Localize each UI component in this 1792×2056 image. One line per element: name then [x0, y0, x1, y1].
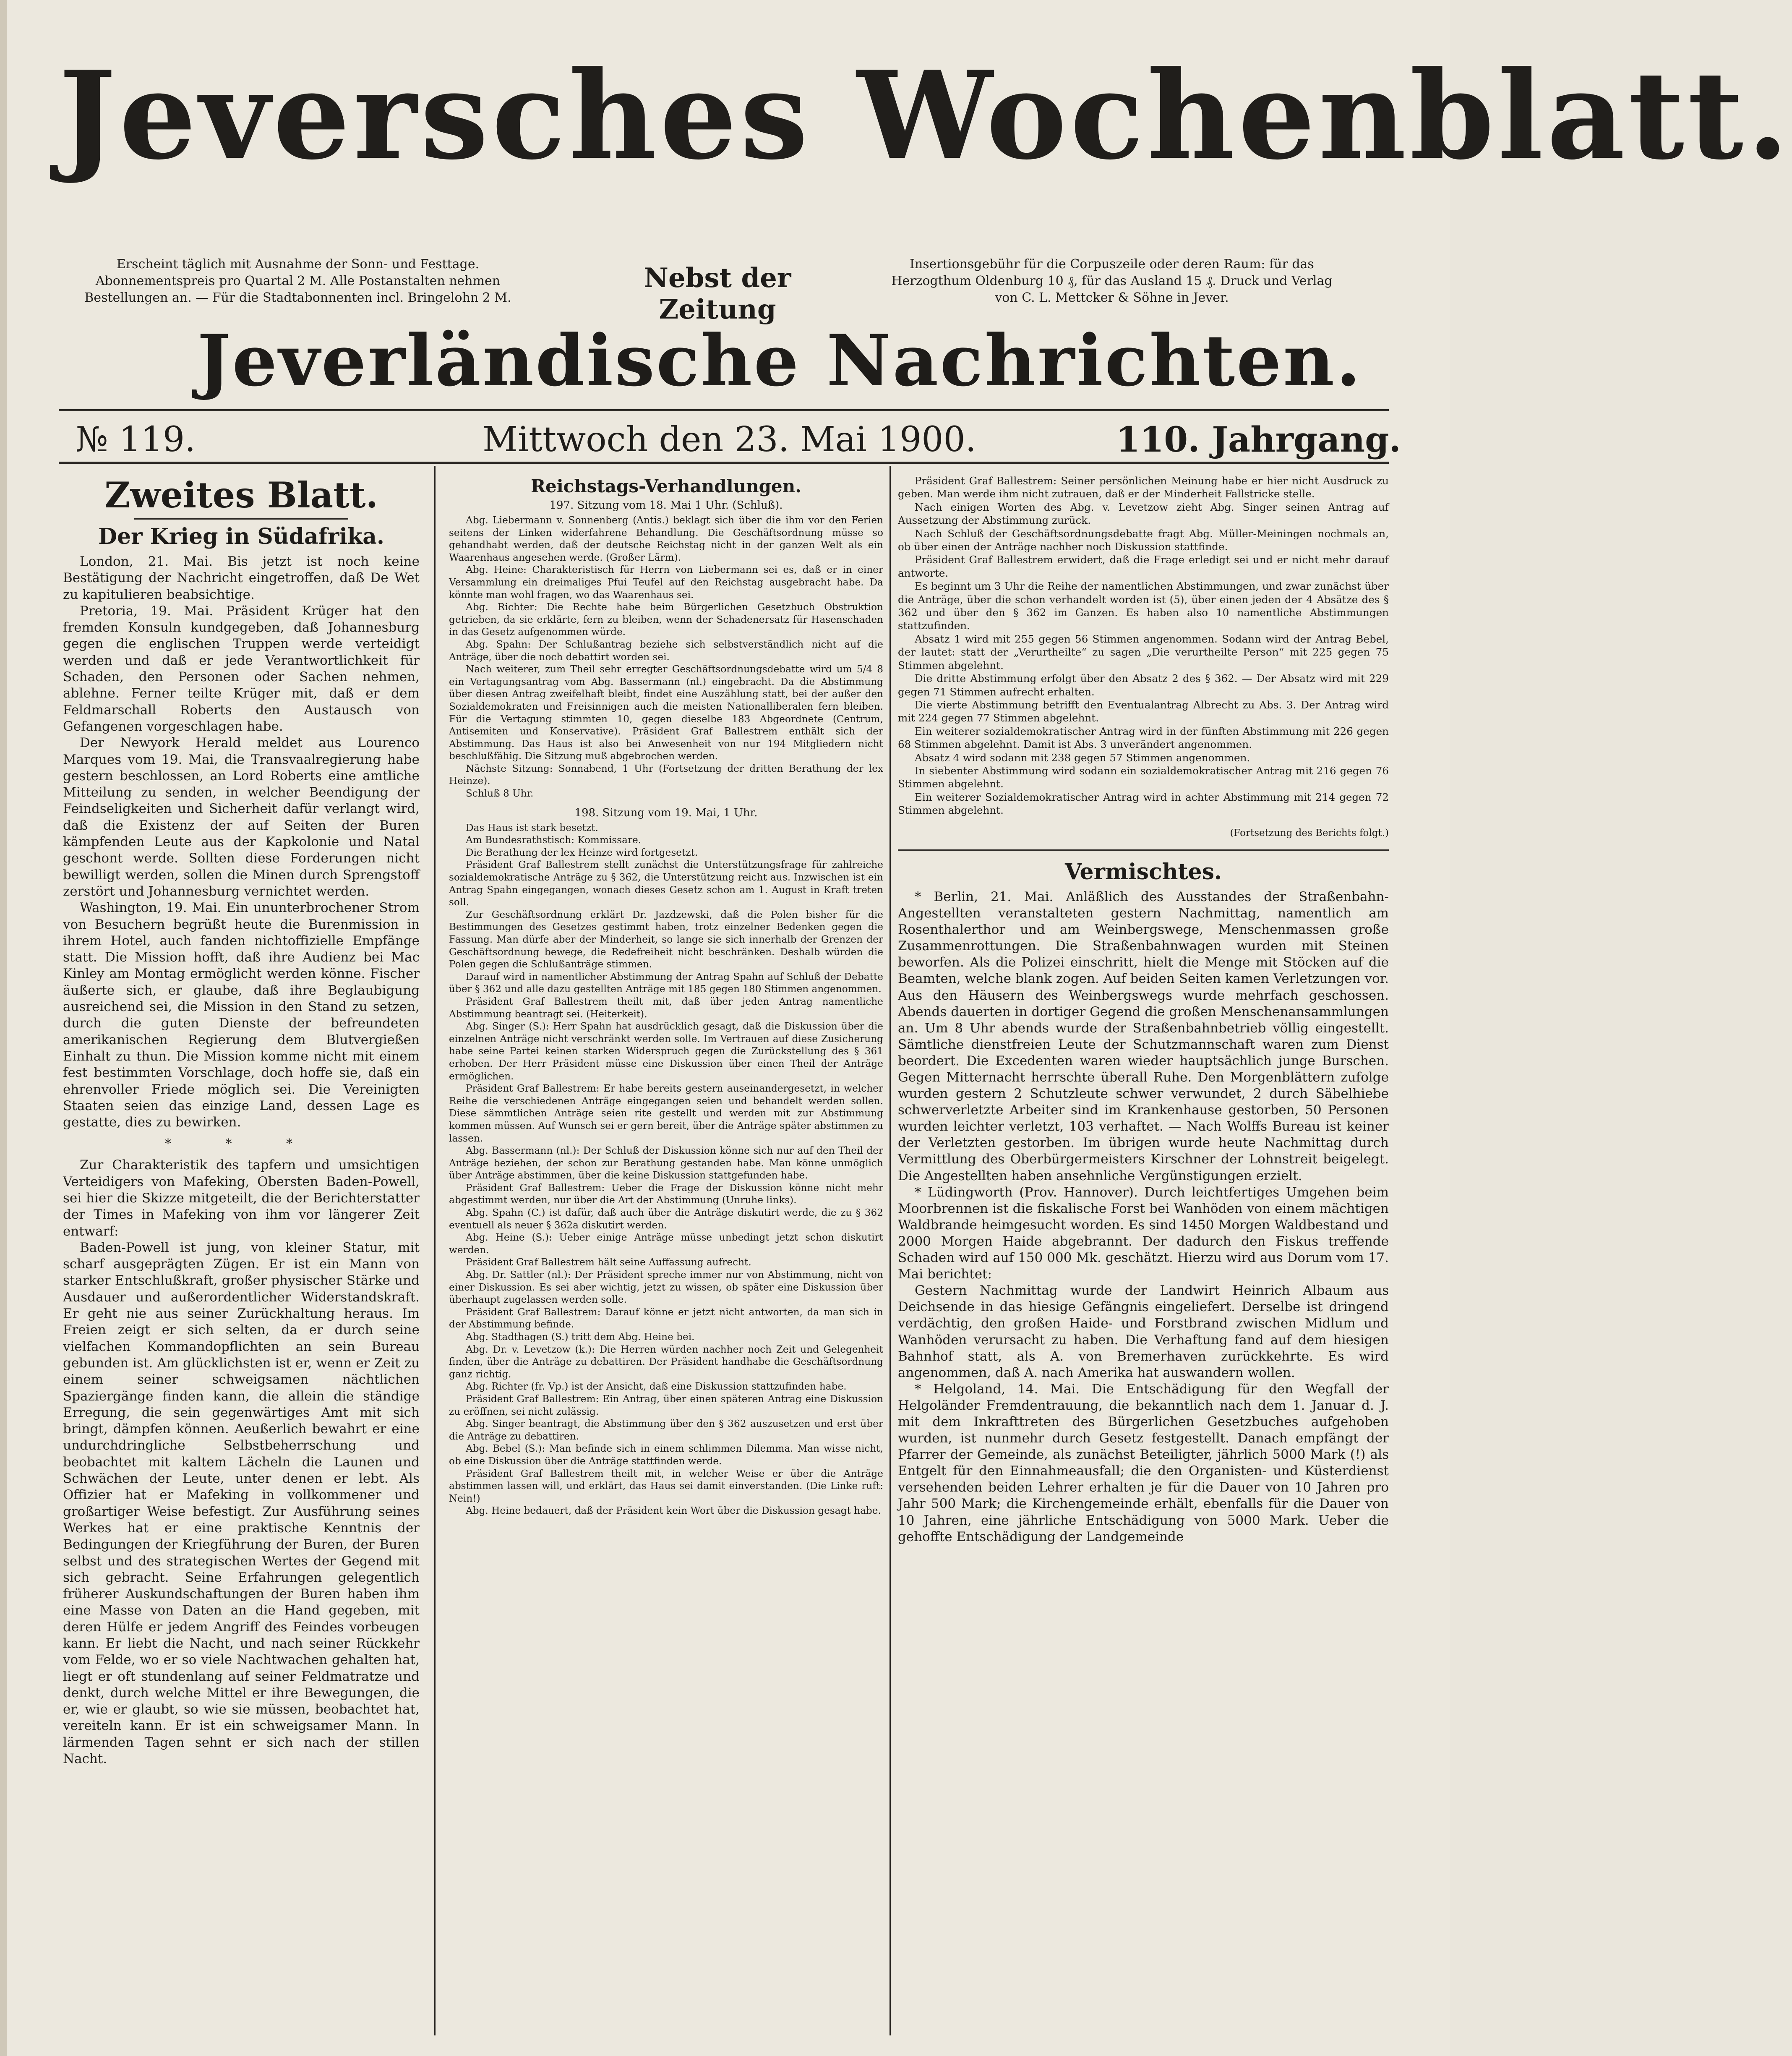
- sitting-197-heading: 197. Sitzung vom 18. Mai 1 Uhr. (Schluß).: [549, 499, 783, 512]
- report-paragraph: Die vierte Abstimmung betrifft den Eventualantrag Albrecht zu Abs. 3. Der Antrag wird mit 224 gegen 77 Stimmen abgelehnt.: [898, 698, 1389, 724]
- report-paragraph: Präsident Graf Ballestrem erwidert, daß die Frage erledigt sei und er nicht mehr darauf antworte.: [898, 554, 1389, 579]
- miscellaneous-headline: Vermischtes.: [1064, 859, 1222, 885]
- report-paragraph: Präsident Graf Ballestrem theilt mit, in welcher Weise er über die Anträge abstimmen lassen will, und erklärt, das Haus sei damit einverstanden. (Die Linke ruft: Nein!): [449, 1468, 883, 1504]
- report-paragraph: Die Berathung der lex Heinze wird fortgesetzt.: [466, 846, 698, 858]
- subscription-info: Erscheint täglich mit Ausnahme der Sonn- und Festtage. Abonnementspreis pro Quartal 2 M. Alle Postanstalten nehmen Bestellungen an. — Für die Stadtabonnenten incl. Bringelohn 2 M.: [84, 257, 511, 305]
- report-paragraph: Die dritte Abstimmung erfolgt über den Absatz 2 des § 362. — Der Absatz wird mit 229 gegen 71 Stimmen aufrecht erhalten.: [898, 672, 1389, 698]
- masthead-title: Jeversches Wochenblatt.: [59, 44, 1792, 186]
- report-paragraph: Abg. Dr. Sattler (nl.): Der Präsident spreche immer nur von Abstimmung, nicht von einer Diskussion. Es sei aber wichtig, jetzt zu wissen, ob später eine Diskussion über überhaupt zugelassen werden solle.: [449, 1269, 883, 1306]
- report-paragraph: Absatz 4 wird sodann mit 238 gegen 57 Stimmen angenommen.: [915, 751, 1250, 764]
- reichstag-headline: Reichstags-Verhandlungen.: [531, 476, 801, 496]
- report-paragraph: Präsident Graf Ballestrem theilt mit, daß über jeden Antrag namentliche Abstimmung beantragt sei. (Heiterkeit).: [449, 995, 883, 1020]
- report-paragraph: Abg. Spahn: Der Schlußantrag beziehe sich selbstverständlich nicht auf die Anträge, über die noch debattirt worden sei.: [449, 638, 883, 663]
- report-paragraph: Präsident Graf Ballestrem: Ein Antrag, über einen späteren Antrag eine Diskussion zu eröffnen, sei nicht zulässig.: [449, 1393, 883, 1417]
- column-2: [449, 474, 883, 1517]
- report-paragraph: Abg. Heine (S.): Ueber einige Anträge müsse unbedingt jetzt schon diskutirt werden.: [449, 1232, 883, 1256]
- section-rule: [134, 518, 348, 520]
- header-rule-bottom: [59, 462, 1389, 464]
- report-paragraph: Nach Schluß der Geschäftsordnungsdebatte fragt Abg. Müller-Meiningen nochmals an, ob über einen der Anträge nachher noch Diskussion stattfinde.: [898, 527, 1389, 553]
- report-paragraph: Abg. Singer (S.): Herr Spahn hat ausdrücklich gesagt, daß die Diskussion über die einzelnen Anträge nicht verschränkt werden solle. Im Vertrauen auf diese Zusicherung habe seine Partei keinen starken Widerspruch gegen die Zurückstellung des § 361 erhoben. Der Herr Präsident müsse eine Diskussion über einen Theil der Anträge ermöglichen.: [449, 1021, 883, 1082]
- report-paragraph: Das Haus ist stark besetzt.: [466, 822, 598, 833]
- report-paragraph: Präsident Graf Ballestrem stellt zunächst die Unterstützungsfrage für zahlreiche sozialdemokratische Anträge zu § 362, die Unterstützung reicht aus. Inzwischen ist ein Antrag Spahn eingegangen, wonach dieses Gesetz schon am 1. August in Kraft treten soll.: [449, 859, 883, 908]
- report-paragraph: Abg. Richter (fr. Vp.) ist der Ansicht, daß eine Diskussion stattzufinden habe.: [466, 1381, 847, 1392]
- report-paragraph: Nach weiterer, zum Theil sehr erregter Geschäftsordnungsdebatte wird um 5/4 8 ein Vertagungsantrag vom Abg. Bassermann (nl.) eingebracht. Da die Abstimmung über diesen Antrag zweifelhaft bleibt, findet eine Auszählung statt, bei der außer den Sozialdemokraten und Freisinnigen auch die meisten Nationalliberalen fern bleiben. Für die Vertagung stimmten 10, gegen dieselbe 183 Abgeordnete (Centrum, Antisemiten und Konservative). Präsident Graf Ballestrem enthält sich der Abstimmung. Das Haus ist also bei Anwesenheit von nur 194 Mitgliedern nicht beschlußfähig. Die Sitzung muß abgebrochen werden.: [449, 664, 883, 762]
- supplement-note: Nebst der Zeitung: [644, 262, 791, 325]
- news-item: Gestern Nachmittag wurde der Landwirt Heinrich Albaum aus Deichsende in das hiesige Gefängnis eingeliefert. Derselbe ist dringend verdächtig, den großen Haide- und Forstbrand zwischen Midlum und Wanhöden verursacht zu haben. Die Verhaftung fand auf dem hiesigen Bahnhof statt, als A. von Bremerhaven zurückkehrte. Es wird angenommen, daß A. nach Amerika hat auswandern wollen.: [898, 1283, 1389, 1380]
- report-paragraph: Präsident Graf Ballestrem: Seiner persönlichen Meinung habe er hier nicht Ausdruck zu geben. Man werde ihm nicht zutrauen, daß er der Minderheit Fallstricke stelle.: [898, 475, 1389, 500]
- report-paragraph: Präsident Graf Ballestrem: Darauf könne er jetzt nicht antworten, da man sich in der Abstimmung befinde.: [449, 1306, 883, 1330]
- news-item: * Helgoland, 14. Mai. Die Entschädigung für den Wegfall der Helgoländer Fremdentrauung, die bekanntlich nach dem 1. Januar d. J. mit dem Inkrafttreten des Bürgerlichen Gesetzbuches aufgehoben wurden, ist nunmehr durch Gesetz festgestellt. Danach empfängt der Pfarrer der Gemeinde, als zunächst Beteiligter, jährlich 5000 Mark (!) als Entgelt für den Einnahmeausfall; die den Organisten- und Küsterdienst versehenden beiden Lehrer erhalten je für die Dauer von 10 Jahren pro Jahr 500 Mark; die Kirchengemeinde erhält, ebenfalls für die Dauer von 10 Jahren, eine jährliche Entschädigung von 5000 Mark. Ueber die gehoffte Entschädigung der Landgemeinde: [898, 1381, 1389, 1544]
- header-rule-top: [59, 409, 1389, 411]
- section-separator-stars: * * *: [164, 1136, 318, 1152]
- report-paragraph: Nächste Sitzung: Sonnabend, 1 Uhr (Fortsetzung der dritten Berathung der lex Heinze).: [449, 763, 883, 787]
- report-paragraph: Präsident Graf Ballestrem: Er habe bereits gestern auseinandergesetzt, in welcher Reihe die verschiedenen Anträge eingegangen seien und behandelt werden sollen. Diese sämmtlichen Anträge seien rite gestellt und werden mit zur Abstimmung kommen müssen. Auf Wunsch sei er gern bereit, über die Anträge später abstimmen zu lassen.: [449, 1083, 883, 1144]
- news-item: * Lüdingworth (Prov. Hannover). Durch leichtfertiges Umgehen beim Moorbrennen ist die fiskalische Forst bei Wanhöden von einem mächtigen Waldbrande heimgesucht worden. Es sind 1450 Morgen Waldbestand und 2000 Morgen Haide abgebrannt. Der dadurch den Fiskus treffende Schaden wird auf 150 000 Mk. geschätzt. Hierzu wird aus Dorum vom 17. Mai berichtet:: [898, 1184, 1389, 1282]
- report-paragraph: Darauf wird in namentlicher Abstimmung der Antrag Spahn auf Schluß der Debatte über § 362 und alle dazu gestellten Anträge mit 185 gegen 180 Stimmen angenommen.: [449, 971, 883, 995]
- article-paragraph: Baden-Powell ist jung, von kleiner Statur, mit scharf ausgeprägten Zügen. Er ist ein Mann von starker Entschlußkraft, großer physischer Stärke und Ausdauer und außerordentlicher Widerstandskraft. Er geht nie aus seiner Zurückhaltung heraus. Im Freien zeigt er sich selten, da er durch seine vielfachen Kommandopflichten an sein Bureau gebunden ist. Am glücklichsten ist er, wenn er Zeit zu einem seiner schweigsamen nächtlichen Spaziergänge finden kann, die allein die ständige Erregung, die sein gegenwärtiges Amt mit sich bringt, dämpfen können. Aeußerlich bewahrt er eine undurchdringliche Selbstbeherrschung und beobachtet mit kaltem Lächeln die Launen und Schwächen der Leute, unter denen er lebt. Als Offizier hat er Mafeking in vollkommener und großartiger Weise befestigt. Zur Ausführung seines Werkes hat er eine praktische Kenntnis der Bedingungen der Kriegführung der Buren, der Buren selbst und des strategischen Wertes der Gegend mit sich gebracht. Seine Erfahrungen gelegentlich früherer Auskundschaftungen der Buren haben ihm eine Masse von Daten an die Hand gegeben, mit deren Hülfe er jedem Angriff des Feindes vorbeugen kann. Er liebt die Nacht, und nach seiner Rückkehr vom Felde, wo er so viele Nachtwachen gehalten hat, liegt er oft stundenlang auf seiner Feldmatratze und denkt, durch welche Mittel er ihre Bewegungen, die er, wie er glaubt, so wie sie müssen, beobachtet hat, vereiteln kann. Er ist ein schweigsamer Mann. In lärmenden Tagen sehnt er sich nach der stillen Nacht.: [63, 1240, 420, 1767]
- report-paragraph: Ein weiterer sozialdemokratischer Antrag wird in der fünften Abstimmung mit 226 gegen 68 Stimmen abgelehnt. Damit ist Abs. 3 unverändert angenommen.: [898, 725, 1389, 751]
- column-divider-2: [889, 466, 891, 2035]
- page-spine-edge: [0, 0, 7, 2056]
- report-paragraph: Es beginnt um 3 Uhr die Reihe der namentlichen Abstimmungen, und zwar zunächst über die Anträge, über die schon verhandelt worden ist (5), über einen jeden der 4 Absätze des § 362 und über den § 362 im Ganzen. Es haben also 10 namentliche Abstimmungen stattzufinden.: [898, 580, 1389, 632]
- report-paragraph: Abg. Heine: Charakteristisch für Herrn von Liebermann sei es, daß er in einer Versammlung ein dreimaliges Pfui Teufel auf den Reichstag ausgebracht habe. Da könnte man wohl fragen, wo das Waarenhaus sei.: [449, 564, 883, 601]
- report-paragraph: Ein weiterer Sozialdemokratischer Antrag wird in achter Abstimmung mit 214 gegen 72 Stimmen abgelehnt.: [898, 791, 1389, 817]
- report-paragraph: Absatz 1 wird mit 255 gegen 56 Stimmen angenommen. Sodann wird der Antrag Bebel, der lautet: statt der „Verurtheilte“ zu sagen „Die verurtheilte Person“ mit 225 gegen 75 Stimmen abgelehnt.: [898, 632, 1389, 671]
- sitting-198-heading: 198. Sitzung vom 19. Mai, 1 Uhr.: [574, 806, 758, 819]
- column-divider-1: [434, 466, 436, 2035]
- report-paragraph: Nach einigen Worten des Abg. v. Levetzow zieht Abg. Singer seinen Antrag auf Aussetzung der Abstimmung zurück.: [898, 501, 1389, 527]
- report-paragraph: Abg. Liebermann v. Sonnenberg (Antis.) beklagt sich über die ihm vor den Ferien seitens der Linken widerfahrene Behandlung. Die Geschäftsordnung müsse so gehandhabt werden, daß der deutsche Reichstag nicht in der ganzen Welt als ein Waarenhaus angesehen werde. (Großer Lärm).: [449, 515, 883, 563]
- report-paragraph: Abg. Bassermann (nl.): Der Schluß der Diskussion könne sich nur auf den Theil der Anträge beziehen, der schon zur Berathung gestanden habe. Man könne unmöglich über Anträge abstimmen, über die keine Diskussion stattgefunden habe.: [449, 1145, 883, 1181]
- article-paragraph: Zur Charakteristik des tapfern und umsichtigen Verteidigers von Mafeking, Obersten Baden-Powell, sei hier die Skizze mitgeteilt, die der Berichterstatter der Times in Mafeking von ihm vor längerer Zeit entwarf:: [63, 1157, 420, 1239]
- report-paragraph: In siebenter Abstimmung wird sodann ein sozialdemokratischer Antrag mit 216 gegen 76 Stimmen abgelehnt.: [898, 764, 1389, 790]
- war-headline: Der Krieg in Südafrika.: [98, 524, 384, 549]
- column-1: [63, 474, 420, 1767]
- report-paragraph: Am Bundesrathstisch: Kommissare.: [466, 834, 642, 846]
- report-paragraph: Präsident Graf Ballestrem: Ueber die Frage der Diskussion könne nicht mehr abgestimmt werden, nur über die Art der Abstimmung (Unruhe links).: [449, 1182, 883, 1206]
- supplement-title: Jeverländische Nachrichten.: [197, 319, 1362, 402]
- report-paragraph: Abg. Heine bedauert, daß der Präsident kein Wort über die Diskussion gesagt habe.: [466, 1505, 881, 1517]
- continued-note: (Fortsetzung des Berichts folgt.): [1230, 827, 1389, 839]
- article-paragraph: Der Newyork Herald meldet aus Lourenco Marques vom 19. Mai, die Transvaalregierung habe gestern beschlossen, an Lord Roberts eine amtliche Mitteilung zu senden, in welcher Beendigung der Feindseligkeiten und Sicherheit dafür verlangt wird, daß die Existenz der auf Seiten der Buren kämpfenden Leute aus der Kapkolonie und Natal geschont werde. Sollten diese Forderungen nicht bewilligt werden, sollen die Minen durch Sprengstoff zerstört und Johannesburg vernichtet werden.: [63, 735, 420, 899]
- article-paragraph: London, 21. Mai. Bis jetzt ist noch keine Bestätigung der Nachricht eingetroffen, daß De Wet zu kapitulieren beabsichtige.: [63, 554, 420, 602]
- report-paragraph: Abg. Spahn (C.) ist dafür, daß auch über die Anträge diskutirt werde, die zu § 362 eventuell als neuer § 362a diskutirt werden.: [449, 1207, 883, 1231]
- report-paragraph: Präsident Graf Ballestrem hält seine Auffassung aufrecht.: [466, 1257, 751, 1268]
- column-3: [898, 474, 1389, 1545]
- insertion-fee-info: Insertionsgebühr für die Corpuszeile oder deren Raum: für das Herzogthum Oldenburg 10 ₰, für das Ausland 15 ₰. Druck und Verlag von C. L. Mettcker & Söhne in Jever.: [891, 257, 1333, 305]
- section-rule: [898, 849, 1389, 851]
- report-paragraph: Abg. Bebel (S.): Man befinde sich in einem schlimmen Dilemma. Man wisse nicht, ob eine Diskussion über die Anträge stattfinden werde.: [449, 1443, 883, 1467]
- issue-year: 110. Jahrgang.: [1116, 420, 1401, 460]
- report-paragraph: Schluß 8 Uhr.: [466, 788, 534, 799]
- issue-number: № 119.: [76, 420, 196, 460]
- report-paragraph: Abg. Dr. v. Levetzow (k.): Die Herren würden nachher noch Zeit und Gelegenheit finden, über die Anträge zu debattiren. Der Präsident handhabe die Geschäftsordnung ganz richtig.: [449, 1343, 883, 1380]
- article-paragraph: Pretoria, 19. Mai. Präsident Krüger hat den fremden Konsuln kundgegeben, daß Johannesburg gegen die englischen Truppen werde verteidigt werden und daß er jede Verantwortlichkeit für Schaden, den Personen oder Sachen nehmen, ablehne. Ferner teilte Krüger mit, daß er dem Feldmarschall Roberts den Austausch von Gefangenen vorgeschlagen habe.: [63, 603, 420, 734]
- news-item: * Berlin, 21. Mai. Anläßlich des Ausstandes der Straßenbahn-Angestellten veranstalteten gestern Nachmittag, namentlich am Rosenthalerthor und am Weinbergswege, Menschenmassen große Zusammenrottungen. Die Straßenbahnwagen wurden mit Steinen beworfen. Als die Polizei einschritt, hielt die Menge mit Stöcken auf die Beamten, welche blank zogen. Auf beiden Seiten kamen Verletzungen vor. Aus den Häusern des Weinbergswegs wurde mehrfach geschossen. Abends dauerten in dortiger Gegend die großen Menschenansammlungen an. Um 8 Uhr abends wurde der Straßenbahnbetrieb völlig eingestellt. Sämtliche dienstfreien Leute der Schutzmannschaft waren zum Dienst beordert. Die Excedenten waren wieder hauptsächlich junge Burschen. Gegen Mitternacht herrschte überall Ruhe. Den Morgenblättern zufolge wurden gestern 2 Schutzleute schwer verwundet, 2 durch Säbelhiebe schwerverletzte Arbeiter sind im Krankenhause gestorben, 50 Personen wurden leichter verletzt, 103 verhaftet. — Nach Wolffs Bureau ist keiner der Verletzten gestorben. Im übrigen wurde heute Nachmittag durch Vermittlung des Oberbürgermeisters Kirschner der Lohnstreit beigelegt. Die Angestellten haben ansehnliche Vergünstigungen erzielt.: [898, 889, 1389, 1183]
- second-sheet-heading: Zweites Blatt.: [104, 474, 378, 516]
- report-paragraph: Abg. Richter: Die Rechte habe beim Bürgerlichen Gesetzbuch Obstruktion getrieben, da sie erklärte, fern zu bleiben, wenn der Schadenersatz für Hasenschaden in das Gesetz aufgenommen würde.: [449, 601, 883, 638]
- report-paragraph: Abg. Singer beantragt, die Abstimmung über den § 362 auszusetzen und erst über die Anträge zu debattiren.: [449, 1418, 883, 1442]
- report-paragraph: Zur Geschäftsordnung erklärt Dr. Jazdzewski, daß die Polen bisher für die Bestimmungen des Gesetzes gestimmt haben, trotz einzelner Bedenken gegen die Fassung. Man dürfe aber der Minderheit, so lange sie sich innerhalb der Grenzen der Geschäftsordnung bewege, die Redefreiheit nicht beschränken. Deshalb würden die Polen gegen die Schlußanträge stimmen.: [449, 909, 883, 970]
- article-paragraph: Washington, 19. Mai. Ein ununterbrochener Strom von Besuchern begrüßt heute die Burenmission in ihrem Hotel, auch fanden nichtoffizielle Empfänge statt. Die Mission hofft, daß ihre Audienz bei Mac Kinley am Montag ermöglicht werden könne. Fischer äußerte sich, er glaube, daß ihre Beglaubigung ausreichend sei, die Mission in den Stand zu setzen, durch die guten Dienste der befreundeten amerikanischen Regierung dem Blutvergießen Einhalt zu thun. Die Mission komme nicht mit einem fest bestimmten Vorschlage, doch hoffe sie, daß ein ehrenvoller Friede möglich sei. Die Vereinigten Staaten seien das einzige Land, dessen Lage es gestatte, dies zu bewirken.: [63, 900, 420, 1130]
- report-paragraph: Abg. Stadthagen (S.) tritt dem Abg. Heine bei.: [466, 1331, 695, 1343]
- issue-date: Mittwoch den 23. Mai 1900.: [483, 420, 976, 460]
